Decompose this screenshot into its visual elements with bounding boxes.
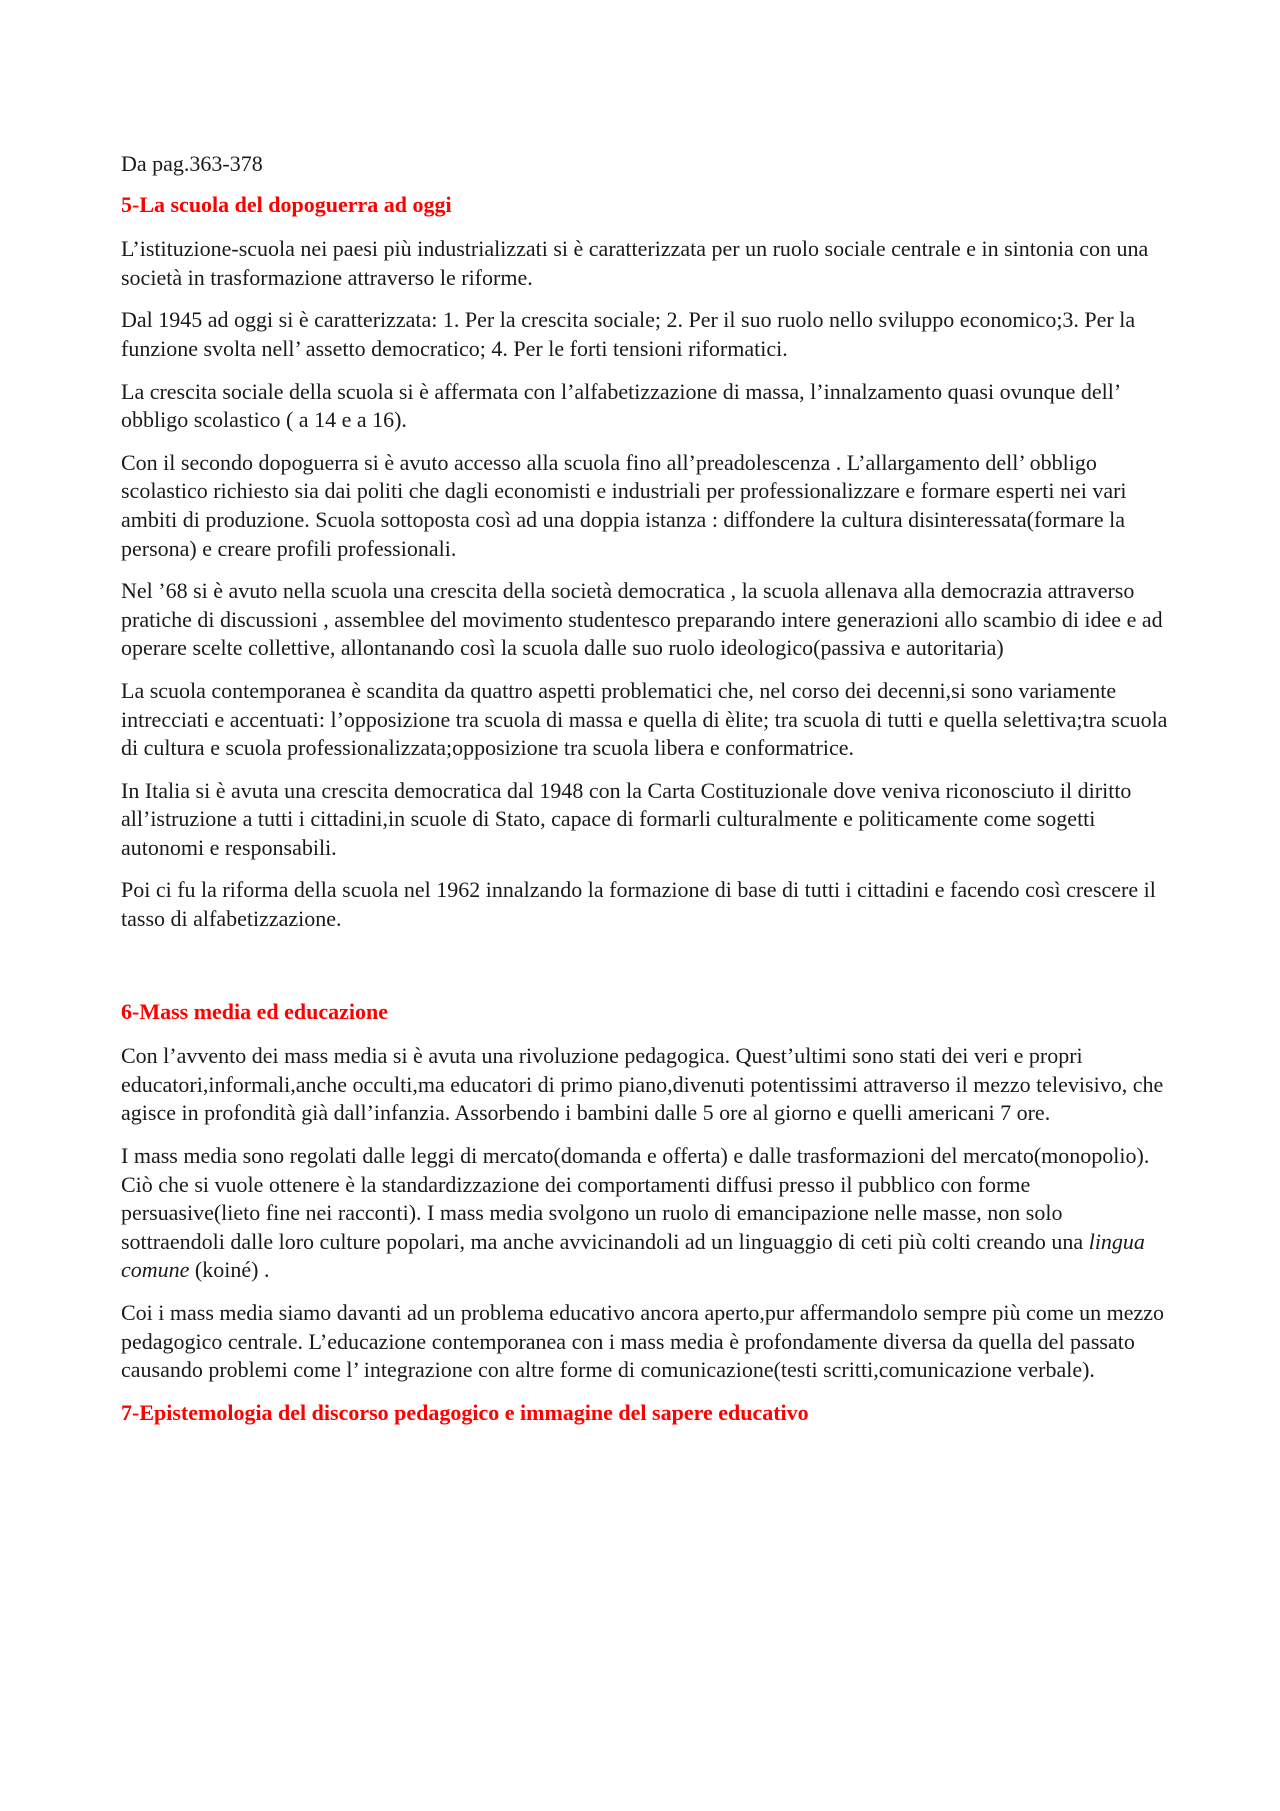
paragraph: Con l’avvento dei mass media si è avuta una rivoluzione pedagogica. Quest’ultimi sono stati dei veri e propri educatori,informali,anche occulti,ma educatori di primo piano,divenuti potentissimi attraverso il mezzo televisivo, che agisce in profondità già dall’infanzia. Assorbendo i bambini dalle 5 ore al giorno e quelli americani 7 ore. (121, 1043, 1164, 1126)
paragraph: Coi i mass media siamo davanti ad un problema educativo ancora aperto,pur affermandolo sempre più come un mezzo pedagogico centrale. L’educazione contemporanea con i mass media è profondamente diversa da quella del passato causando problemi come l’ integrazione con altre forme di comunicazione(testi scritti,comunicazione verbale). (121, 1300, 1165, 1383)
italic-term: lingua comune (121, 1228, 1145, 1283)
paragraph: Nel ’68 si è avuto nella scuola una crescita della società democratica , la scuola allenava alla democrazia attraverso pratiche di discussioni , assemblee del movimento studentesco preparando intere generazioni allo scambio di idee e ad operare scelte collettive, allontanando così la scuola dalle suo ruolo ideologico(passiva e autoritaria) (121, 578, 1163, 661)
section-5-heading: 5-La scuola del dopoguerra ad oggi (121, 191, 452, 217)
section-gap (121, 948, 1171, 998)
paragraph: In Italia si è avuta una crescita democratica dal 1948 con la Carta Costituzionale dove veniva riconosciuto il diritto all’istruzione a tutti i cittadini,in scuole di Stato, capace di formarli culturalmente e politicamente come sogetti autonomi e responsabili. (121, 777, 1132, 860)
document-page (121, 150, 1171, 1443)
paragraph: L’istituzione-scuola nei paesi più industrializzati si è caratterizzata per un ruolo sociale centrale e in sintonia con una società in trasformazione attraverso le riforme. (121, 236, 1149, 290)
section-6-heading: 6-Mass media ed educazione (121, 998, 389, 1024)
text-run: I mass media sono regolati dalle leggi di mercato(domanda e offerta) e dalle trasformazioni del mercato(monopolio). Ciò che si vuole ottenere è la standardizzazione dei comportamenti diffusi presso il pubblico con forme persuasive(lieto fine nei racconti). I mass media svolgono un ruolo di emancipazione nelle masse, non solo sottraendoli dalle loro culture popolari, ma anche avvicinandoli ad un linguaggio di ceti più colti creando una (121, 1143, 1150, 1254)
section-7-heading: 7-Epistemologia del discorso pedagogico e immagine del sapere educativo (121, 1399, 809, 1425)
paragraph: Dal 1945 ad oggi si è caratterizzata: 1. Per la crescita sociale; 2. Per il suo ruolo nello sviluppo economico;3. Per la funzione svolta nell’ assetto democratico; 4. Per le forti tensioni riformatici. (121, 307, 1136, 361)
page-reference: Da pag.363-378 (121, 151, 263, 176)
paragraph: La scuola contemporanea è scandita da quattro aspetti problematici che, nel corso dei decenni,si sono variamente intrecciati e accentuati: l’opposizione tra scuola di massa e quella di èlite; tra scuola di tutti e quella selettiva;tra scuola di cultura e scuola professionalizzata;opposizione tra scuola libera e conformatrice. (121, 677, 1168, 761)
paragraph: Con il secondo dopoguerra si è avuto accesso alla scuola fino all’preadolescenza . L’allargamento dell’ obbligo scolastico richiesto sia dai politi che dagli economisti e industriali per professionalizzare e formare esperti nei vari ambiti di produzione. Scuola sottoposta così ad una doppia istanza : diffondere la cultura disinteressata(formare la persona) e creare profili professionali. (121, 449, 1127, 561)
text-run: (koiné) . (189, 1257, 270, 1283)
paragraph: La crescita sociale della scuola si è affermata con l’alfabetizzazione di massa, l’innalzamento quasi ovunque dell’ obbligo scolastico ( a 14 e a 16). (121, 378, 1120, 433)
paragraph: Poi ci fu la riforma della scuola nel 1962 innalzando la formazione di base di tutti i cittadini e facendo così crescere il tasso di alfabetizzazione. (121, 877, 1156, 932)
paragraph-with-italic (121, 1142, 1171, 1285)
